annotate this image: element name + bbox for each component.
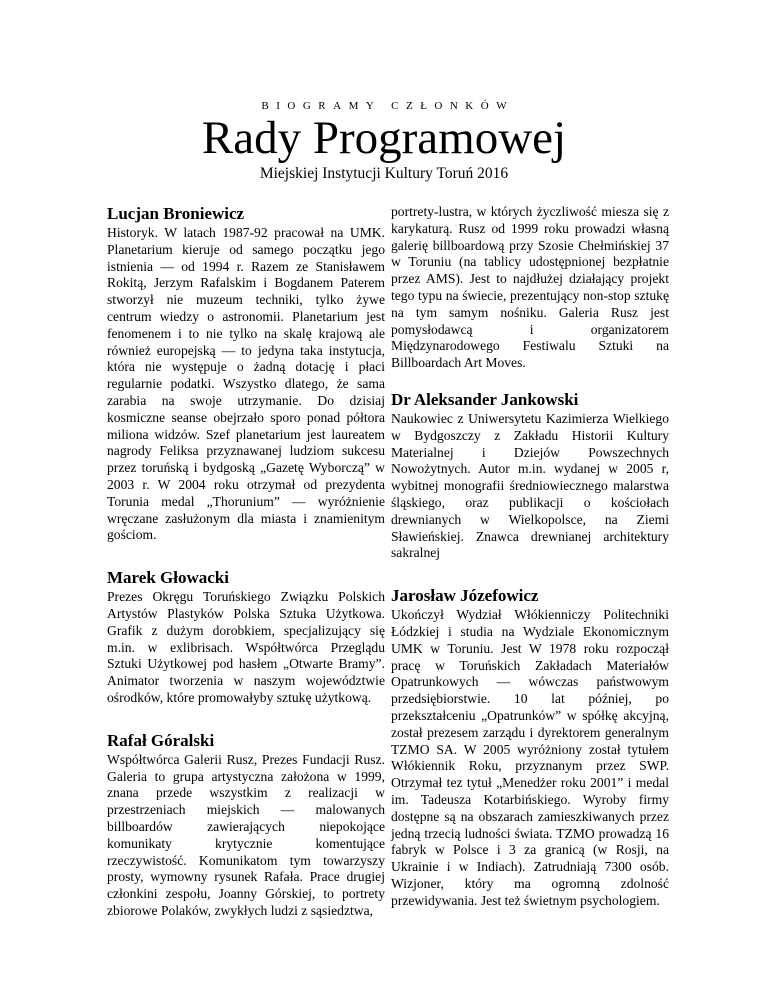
bio-name: Lucjan Broniewicz bbox=[107, 204, 245, 223]
page-title: Rady Programowej bbox=[201, 112, 567, 164]
bio-name: Rafał Góralski bbox=[107, 730, 215, 750]
header-kicker: BIOGRAMY CZŁONKÓW bbox=[261, 100, 515, 112]
bio-name: Dr Aleksander Jankowski bbox=[391, 389, 579, 409]
bio-text: Naukowiec z Uniwersytetu Kazimierza Wielkiego w Bydgoszczy z Zakładu Historii Kultury Materialnej i Dziejów Powszechnych Nowożytnych. Autor m.in. wydanej w 2005 r, wybitnej monografii średniowiecznego malarstwa śląskiego, oraz publikacji o kościołach drewnianych w Wielkopolsce, na Ziemi Sławieńskiej. Znawca drewnianej architektury sakralnej bbox=[391, 410, 669, 561]
bio-text: Ukończył Wydział Włókienniczy Politechniki Łódzkiej i studia na Wydziale Ekonomicznym UMK w Toruniu. Jest W 1978 roku rozpoczął pracę w Toruńskich Zakładach Materiałów Opatrunkowych — wówczas państwowym przedsiębiorstwie. 10 lat później, po przekształceniu „Opatrunków” w spółkę akcyjną, został prezesem zarządu i dyrektorem generalnym TZMO SA. W 2005 wyróżniony został tytułem Włókiennik Roku, przyznanym przez SWP. Otrzymał tez tytuł „Menedżer roku 2001” i medal im. Tadeusza Kotarbińskiego. Wyroby firmy dostępne są na obszarach zamieszkiwanych przez jedną trzecią ludności świata. TZMO prowadzą 16 fabryk w Polsce i 3 za granicą (w Rosji, na Ukrainie i w Indiach). Zatrudniają 7300 osób. Wizjoner, który ma ogromną zdolność przewidywania. Jest też świetnym psychologiem. bbox=[391, 607, 669, 908]
bio-name: Jarosław Józefowicz bbox=[391, 586, 539, 606]
right-column bbox=[391, 204, 669, 933]
bio-jankowski bbox=[391, 390, 669, 562]
bio-broniewicz bbox=[107, 204, 385, 544]
bio-goralski bbox=[107, 731, 385, 920]
bio-text: Historyk. W latach 1987-92 pracował na UMK. Planetarium kieruje od samego początku jego istnienia — od 1994 r. Razem ze Stanisławem Rokitą, Jerzym Rafalskim i Bogdanem Paterem stworzył nie muzeum techniki, tylko żywe centrum wiedzy o astronomii. Planetarium jest fenomenem i to nie tylko na skalę krajową ale również europejską — to jedyna taka instytucja, która nie występuje o żadną dotację i płaci regularnie podatki. Wszystko dlatego, że sama zarabia na swoje utrzymanie. Do dzisiaj kosmiczne seanse obejrzało sporo ponad półtora miliona widzów. Szef planetarium jest laureatem nagrody Feliksa przyznawanej ludziom sukcesu przez toruńską i bydgoską „Gazetę Wyborczą” w 2003 r. W 2004 roku otrzymał od prezydenta Torunia medal „Thorunium” — wyróżnienie wręczane zasłużonym dla miasta i znamienitym gościom. bbox=[107, 225, 385, 543]
bio-text: portrety-lustra, w których życzliwość miesza się z karykaturą. Rusz od 1999 roku prowadzi własną galerię billboardową przy Szosie Chełmińskiej 37 w Toruniu (na tablicy udostępnionej bezpłatnie przez AMS). Jest to najdłużej działający projekt tego typu na świecie, prezentujący non-stop sztukę na tym samym nośniku. Galeria Rusz jest pomysłodawcą i organizatorem Międzynarodowego Festiwalu Sztuki na Billboardach Art Moves. bbox=[391, 204, 669, 371]
bio-goralski-continued bbox=[391, 204, 669, 372]
bio-text: Współtwórca Galerii Rusz, Prezes Fundacji Rusz. Galeria to grupa artystyczna założona w 1999, znana przede wszystkim z realizacji w przestrzeniach miejskich — malowanych billboardów zawierających niepokojące komunikaty krytycznie komentujące rzeczywistość. Komunikatom tym towarzyszy prosty, wymowny rysunek Rafała. Prace drugiej członkini zespołu, Joanny Górskiej, to portrety zbiorowe Polaków, zwykłych ludzi z sąsiedztwa, bbox=[107, 751, 385, 918]
bio-text: Prezes Okręgu Toruńskiego Związku Polskich Artystów Plastyków Polska Sztuka Użytkowa. Grafik z dużym dorobkiem, specjalizujący się m.in. w exlibrisach. Współtwórca Przeglądu Sztuki Użytkowej pod hasłem „Otwarte Bramy”. Animator tworzenia w naszym województwie ośrodków, które promowałyby sztukę użytkową. bbox=[107, 589, 385, 705]
left-column bbox=[107, 204, 385, 944]
page-subtitle: Miejskiej Instytucji Kultury Toruń 2016 bbox=[259, 165, 509, 182]
bio-jozefowicz bbox=[391, 586, 669, 909]
bio-name: Marek Głowacki bbox=[107, 568, 229, 588]
bio-glowacki bbox=[107, 568, 385, 707]
